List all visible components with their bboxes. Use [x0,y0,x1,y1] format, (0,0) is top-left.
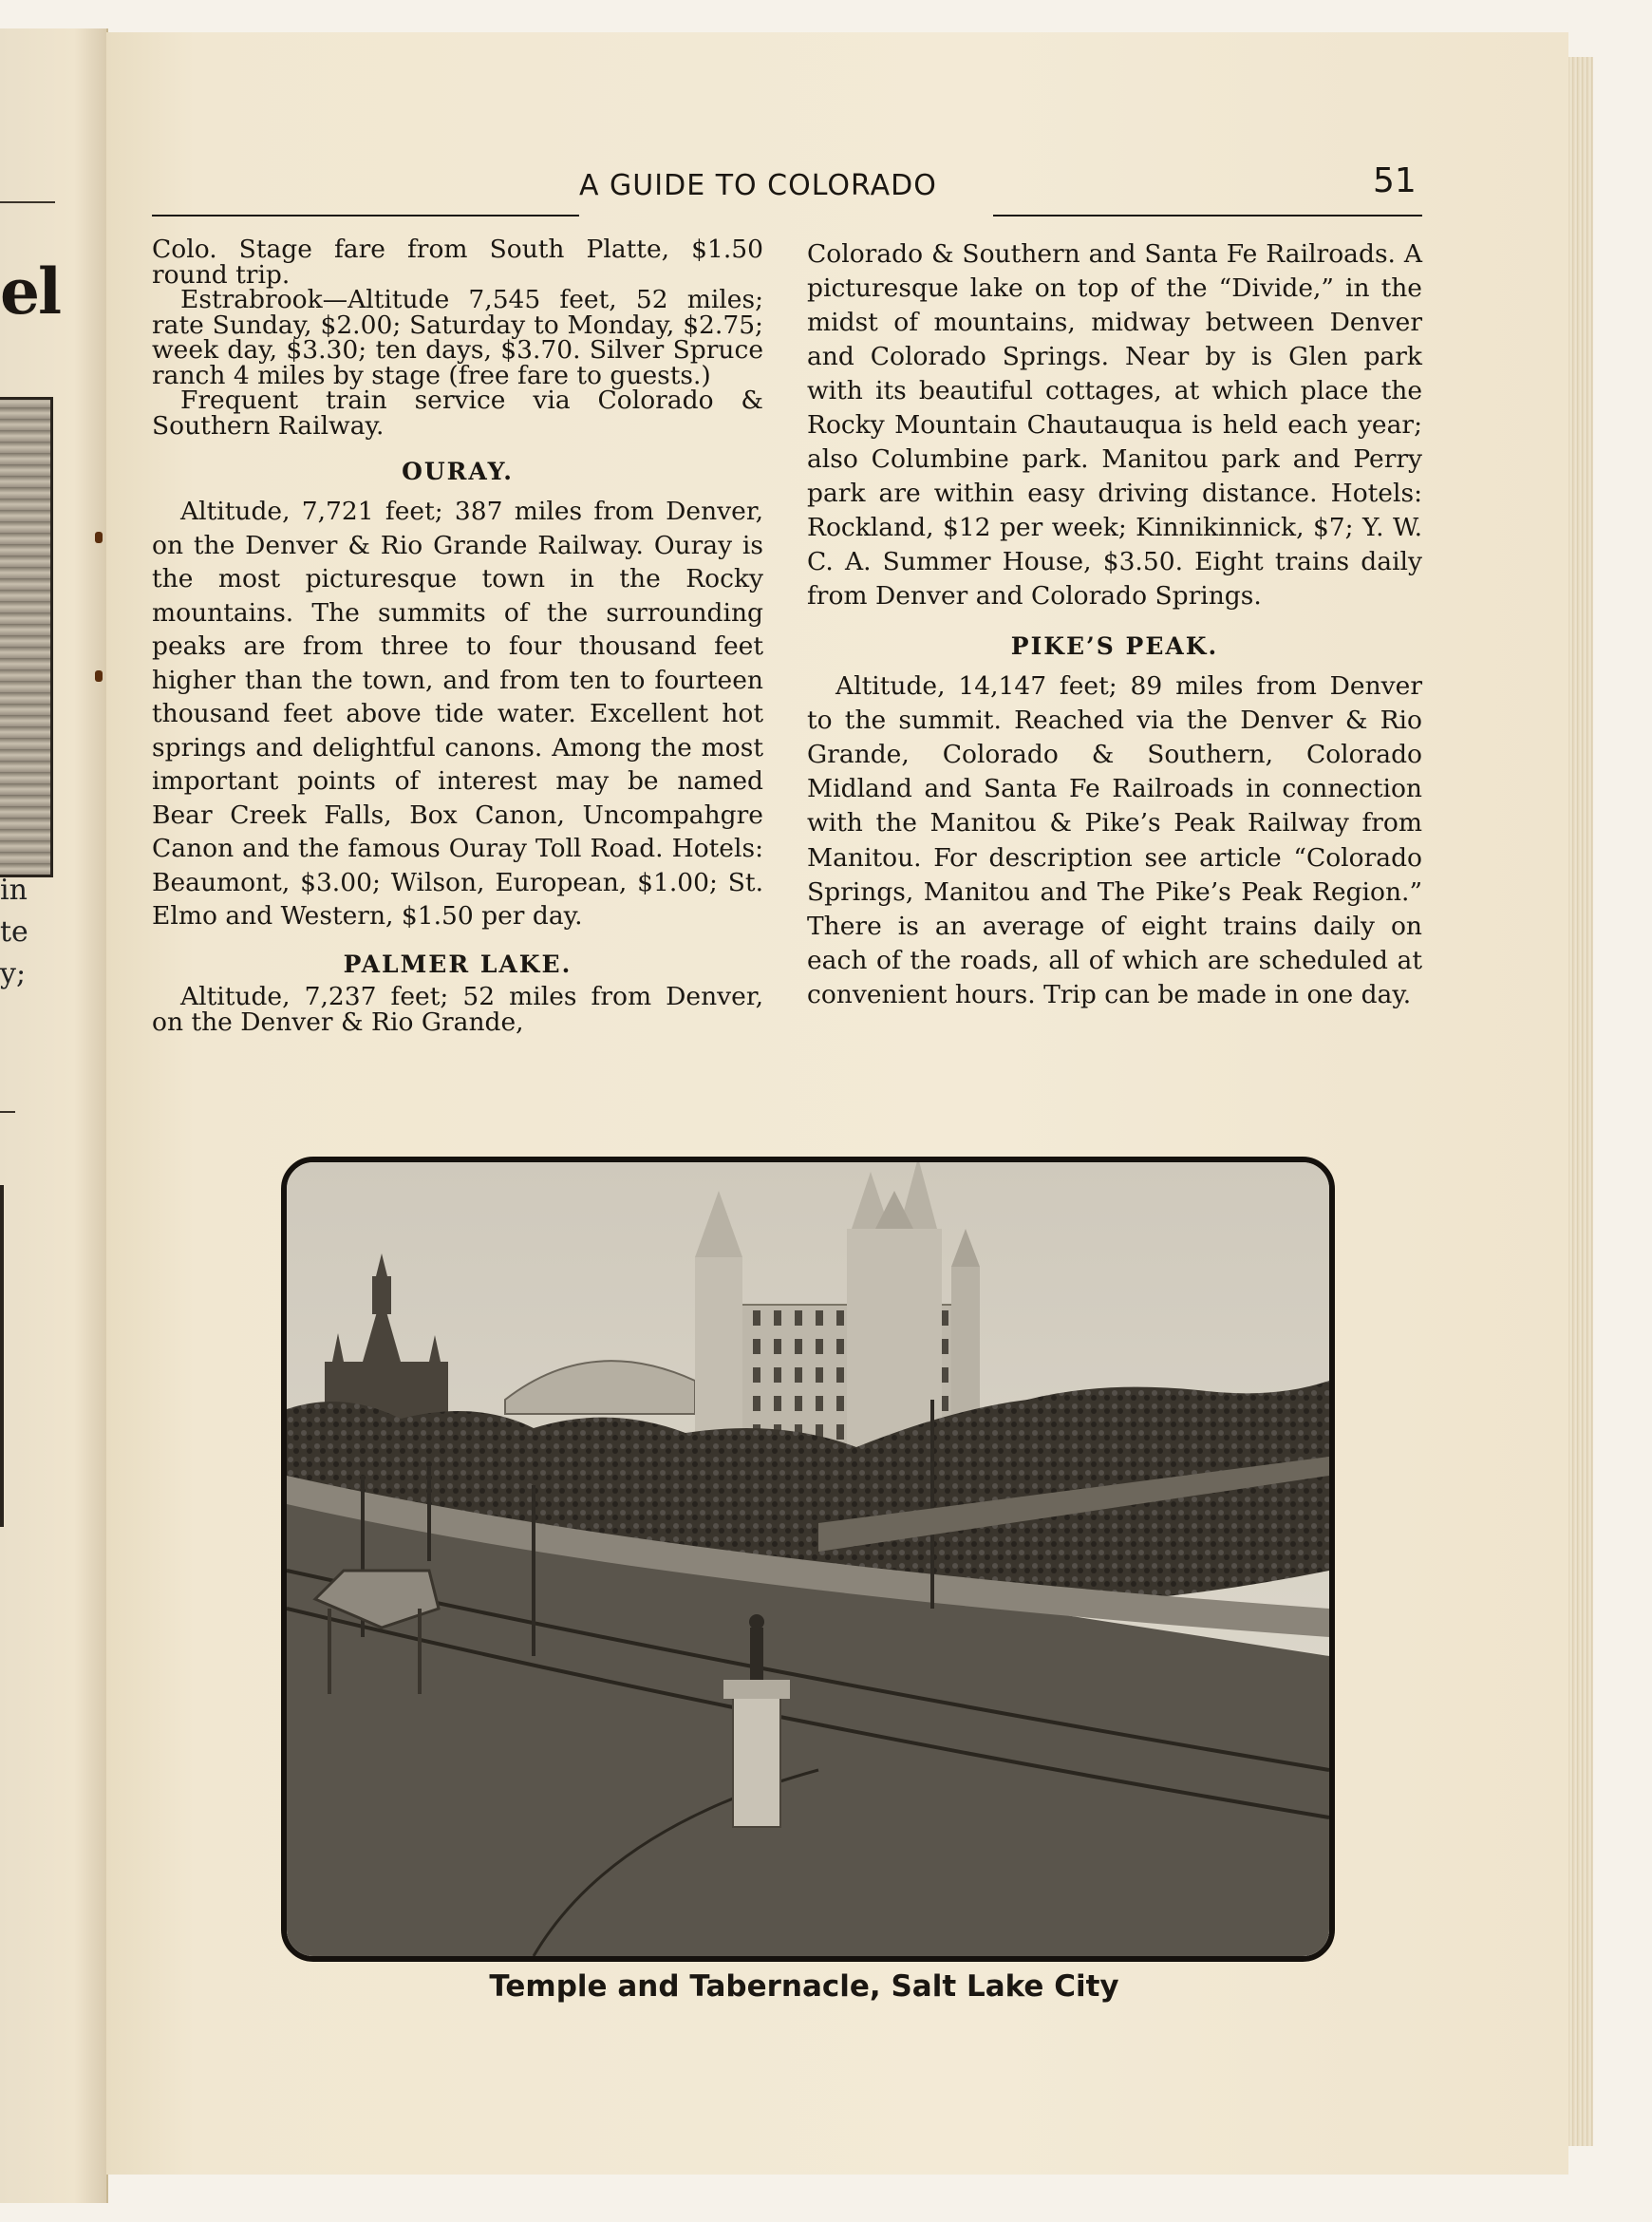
left-text-fragment: te [0,915,28,949]
header-rule-left [152,215,579,217]
paragraph: Altitude, 7,721 feet; 387 miles from Denver, on the Denver & Rio Grande Railway. Ouray is the most picturesque town in the Rocky mountains. The summits of the surrounding peaks are from three to four thousand feet higher than the town, and from ten to fourteen thousand feet above tide water. Excellent hot springs and delightful canons. Among the most important points of interest may be named Bear Creek Falls, Box Canon, Uncompahgre Canon and the famous Ouray Toll Road. Hotels: Beaumont, $3.00; Wilson, European, $1.00; St. Elmo and Western, $1.50 per day. [152,497,763,931]
header-rule-right [993,215,1422,217]
left-text-fragment: y; [0,957,27,990]
paragraph: Frequent train service via Colorado & Southern Railway. [152,386,763,441]
left-page-rule [0,1111,15,1113]
paragraph: Altitude, 7,237 feet; 52 miles from Denver, on the Denver & Rio Grande, [152,981,763,1038]
page-edges [1568,57,1593,2146]
temple-photo-illustration [287,1162,1329,1956]
section-heading-ouray: OURAY. [402,458,514,485]
left-text-fragment: in [0,874,28,907]
left-column [152,237,763,1036]
left-page-rule [0,201,55,203]
running-head: A GUIDE TO COLORADO [579,169,937,202]
left-page-photo-fragment [0,397,53,877]
photo-caption: Temple and Tabernacle, Salt Lake City [489,1969,1119,2004]
binding-staple [95,532,103,543]
section-heading-pikes-peak: PIKE’S PEAK. [1010,632,1219,661]
left-heading-fragment: el [0,254,61,329]
left-facing-page [0,28,108,2203]
paragraph: Colorado & Southern and Santa Fe Railroads. A picturesque lake on top of the “Divide,” in the midst of mountains, midway between Denver and Colorado Springs. Near by is Glen park with its beautiful cottages, at which place the Rocky Mountain Chautauqua is held each year; also Columbine park. Manitou park and Perry park are within easy driving distance. Hotels: Rockland, $12 per week; Kinnikinnick, $7; Y. W. C. A. Summer House, $3.50. Eight trains daily from Denver and Colorado Springs. [807,239,1422,612]
paragraph: Estrabrook—Altitude 7,545 feet, 52 miles; rate Sunday, $2.00; Saturday to Monday, $2.75; week day, $3.30; ten days, $3.70. Silver Spruce ranch 4 miles by stage (free fare to guests.) [152,285,763,390]
paragraph: Colo. Stage fare from South Platte, $1.50 round trip. [152,235,763,290]
binding-staple [95,670,103,682]
temple-photo [281,1157,1335,1962]
section-heading-palmer-lake: PALMER LAKE. [343,950,573,978]
right-column [807,237,1422,1012]
paragraph: Altitude, 14,147 feet; 89 miles from Denver to the summit. Reached via the Denver & Rio Grande, Colorado & Southern, Colorado Midland and Santa Fe Railroads in connection with the Manitou & Pike’s Peak Railway from Manitou. For description see article “Colorado Springs, Manitou and The Pike’s Peak Region.” There is an average of eight trains daily on each of the roads, all of which are scheduled at convenient hours. Trip can be made in one day. [807,671,1422,1009]
left-page-photo-fragment [0,1185,4,1527]
page-number: 51 [1373,161,1417,200]
